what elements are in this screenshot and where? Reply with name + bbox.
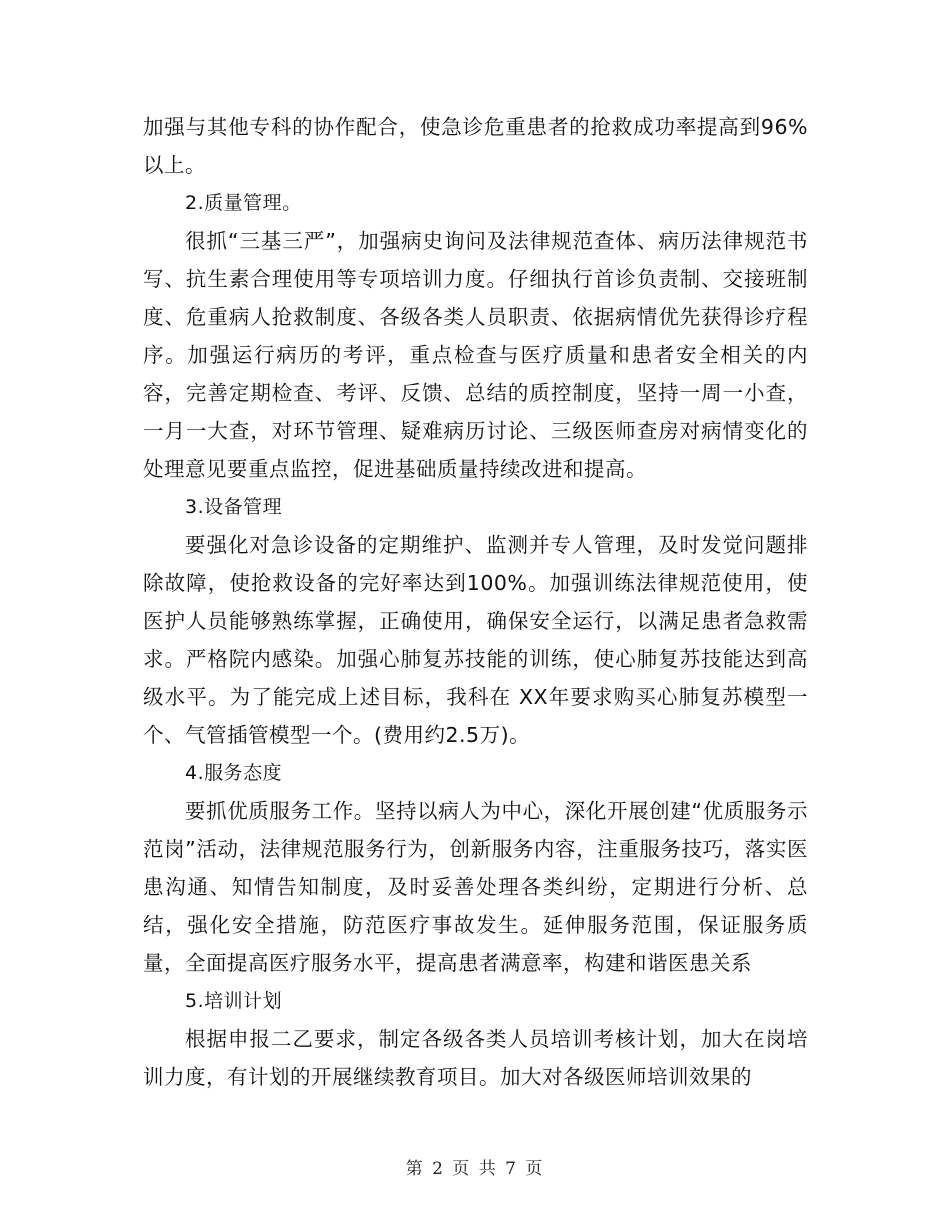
paragraph-continuation: 加强与其他专科的协作配合，使急诊危重患者的抢救成功率提高到96%以上。 [143, 115, 808, 177]
paragraph-training: 根据申报二乙要求，制定各级各类人员培训考核计划，加大在岗培训力度，有计划的开展继续教育项目。加大对各级医师培训效果的 [143, 1027, 808, 1089]
document-body [143, 108, 808, 1096]
section-heading-service: 4.服务态度 [185, 762, 283, 784]
section-heading-equipment: 3.设备管理 [185, 496, 283, 518]
paragraph-quality: 很抓“三基三严”，加强病史询问及法律规范查体、病历法律规范书写、抗生素合理使用等专项培训力度。仔细执行首诊负责制、交接班制度、危重病人抢救制度、各级各类人员职责、依据病情优先获得诊疗程序。加强运行病历的考评，重点检查与医疗质量和患者安全相关的内容，完善定期检查、考评、反馈、总结的质控制度，坚持一周一小查，一月一大查，对环节管理、疑难病历讨论、三级医师查房对病情变化的处理意见要重点监控，促进基础质量持续改进和提高。 [143, 229, 808, 481]
section-heading-training: 5.培训计划 [185, 990, 283, 1012]
paragraph-service: 要抓优质服务工作。坚持以病人为中心，深化开展创建“优质服务示范岗”活动，法律规范服务行为，创新服务内容，注重服务技巧，落实医患沟通、知情告知制度，及时妥善处理各类纠纷，定期进行分析、总结，强化安全措施，防范医疗事故发生。延伸服务范围，保证服务质量，全面提高医疗服务水平，提高患者满意率，构建和谐医患关系 [143, 799, 808, 975]
section-heading-quality: 2.质量管理。 [185, 192, 302, 214]
page-number-footer: 第 2 页 共 7 页 [405, 1159, 545, 1179]
paragraph-equipment: 要强化对急诊设备的定期维护、监测并专人管理，及时发觉问题排除故障，使抢救设备的完好率达到100%。加强训练法律规范使用，使医护人员能够熟练掌握，正确使用，确保安全运行，以满足患者急救需求。严格院内感染。加强心肺复苏技能的训练，使心肺复苏技能达到高级水平。为了能完成上述目标，我科在 XX年要求购买心肺复苏模型一个、气管插管模型一个。(费用约2.5万)。 [143, 533, 808, 747]
